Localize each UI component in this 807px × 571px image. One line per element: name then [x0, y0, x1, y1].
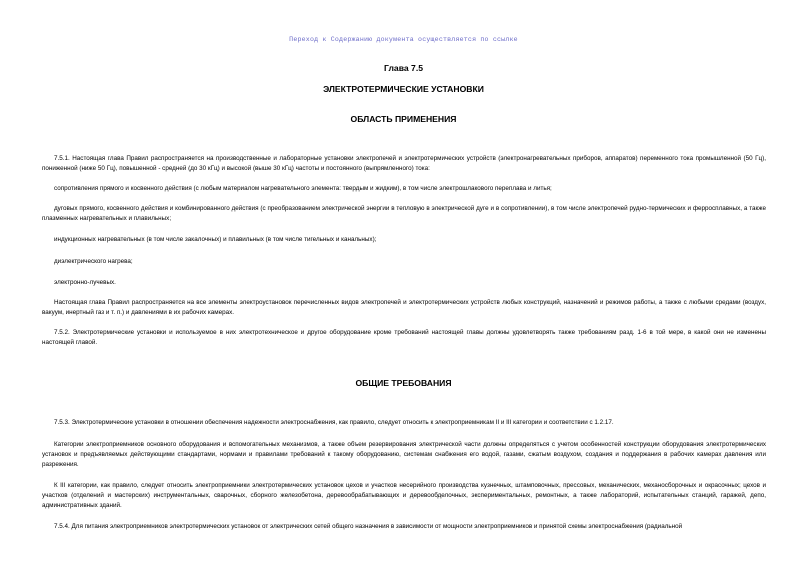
paragraph-7-5-3-category-iii: К III категории, как правило, следует относить электроприемники электротермических установок цехов и участков несерийного производства кузнечных, штамповочных, прессовых, механических, механосборочных и окрасочных; цехов и участков (отделений и мастерских) инструментальных, сварочных, сборного железобетона, деревообрабатывающих и деревообделочных, экспериментальных, ремонтных, а также лабораторий, испытательных станций, гаражей, депо, административных зданий.	[42, 482, 766, 509]
list-item: диэлектрического нагрева;	[54, 258, 133, 265]
paragraph-7-5-3: 7.5.3. Электротермические установки в отношении обеспечения надежности электроснабжения, как правило, следует относить к электроприемникам II и III категории и соответствии с 1.2.17.	[54, 419, 614, 426]
toc-link[interactable]: Переход к Содержанию документа осуществляется по ссылке	[289, 36, 518, 43]
paragraph-7-5-1-scope: Настоящая глава Правил распространяется на все элементы электроустановок перечисленных видов электропечей и электротермических устройств любых конструкций, назначений и режимов работы, а также с любыми средами (воздух, вакуум, инертный газ и т. п.) и давлениями в их рабочих камерах.	[42, 299, 766, 316]
list-item: индукционных нагревательных (в том числе закалочных) и плавильных (в том числе тигельных и канальных);	[54, 236, 377, 243]
paragraph-7-5-3-categories: Категории электроприемников основного оборудования и вспомогательных механизмов, а также объем резервирования электрической части должны определяться с учетом особенностей конструкции оборудования электротермических установок и предъявляемых действующими стандартами, нормами и правилами требований к такому оборудованию, системам снабжения его водой, газами, сжатым воздухом, создания и поддержания в рабочих камерах давления или разрежения.	[42, 441, 766, 468]
section-title-general: ОБЩИЕ ТРЕБОВАНИЯ	[355, 378, 452, 388]
chapter-number: Глава 7.5	[384, 63, 423, 73]
paragraph-7-5-1: 7.5.1. Настоящая глава Правил распространяется на производственные и лабораторные установки электропечей и электротермических устройств (электронагревательных приборов, аппаратов) переменного тока промышленной (50 Гц), пониженной (ниже 50 Гц), повышенной - средней (до 30 кГц) и высокой (выше 30 кГц) частоты и постоянного (выпрямленного) тока:	[42, 155, 766, 172]
list-item: электронно-лучевых.	[54, 279, 116, 286]
paragraph-7-5-2: 7.5.2. Электротермические установки и используемое в них электротехническое и другое оборудование кроме требований настоящей главы должны удовлетворять также требованиям разд. 1-6 в той мере, в какой они не изменены настоящей главой.	[42, 329, 766, 346]
paragraph-7-5-4: 7.5.4. Для питания электроприемников электротермических установок от электрических сетей общего назначения в зависимости от мощности электроприемников и принятой схемы электроснабжения (радиальной	[54, 523, 683, 530]
list-item: сопротивления прямого и косвенного действия (с любым материалом нагревательного элемента: твердым и жидким), в том числе электрошлакового переплава и литья;	[54, 185, 552, 192]
section-title-scope: ОБЛАСТЬ ПРИМЕНЕНИЯ	[350, 114, 457, 124]
list-item: дуговых прямого, косвенного действия и комбинированного действия (с преобразованием электрической энергии в тепловую в электрической дуге и в сопротивлении), в том числе электропечей рудно-термических и ферросплавных, а также плазменных нагревательных и плавильных;	[42, 205, 766, 222]
chapter-title: ЭЛЕКТРОТЕРМИЧЕСКИЕ УСТАНОВКИ	[323, 84, 484, 94]
